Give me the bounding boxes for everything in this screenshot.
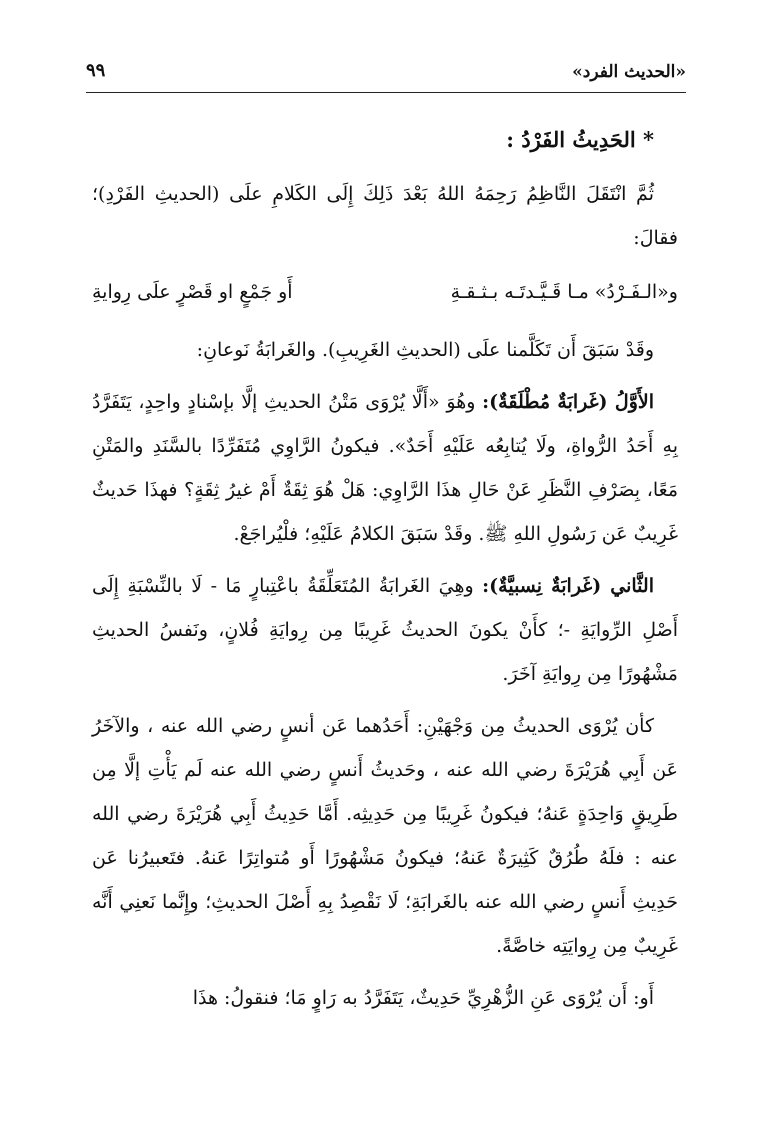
absolute-gharaba-text: وهُوَ «أَلَّا يُرْوَى مَتْنُ الحديثِ إلَّا بإسْنادٍ واحِدٍ، يَتَفَرَّدُ بِهِ أَحَدُ الرُّواةِ، ولَا يُتابِعُه عَلَيْهِ أَحَدٌ». فيكونُ الرَّاوِي مُتَفَرِّدًا بالسَّنَدِ والمَتْنِ مَعًا، بِصَرْفِ النَّظَرِ عَنْ حَالِ هذَا الرَّاوِي: هَلْ هُوَ ثِقَةٌ أَمْ غيرُ ثِقَةٍ؟ فهذَا حَديثٌ غَرِيبٌ عَن رَسُولِ اللهِ ﷺ. وقَدْ سَبَقَ الكلامُ عَلَيْهِ؛ فلْيُراجَعْ.	[92, 391, 678, 545]
poem-verse	[92, 270, 678, 314]
verse-second-hemistich: أَو جَمْعٍ او قَصْرٍ علَى رِوايةِ	[92, 281, 293, 303]
paragraph-relative-gharaba	[92, 564, 678, 696]
absolute-gharaba-label: الأَوَّلُ (غَرابَةٌ مُطْلَقَةٌ):	[482, 391, 654, 413]
running-title: «الحديث الفرد»	[572, 62, 686, 82]
relative-gharaba-text: وهِيَ الغَرابَةُ المُتَعَلِّقَةُ باعْتِبارٍ مَا - لَا بالنِّسْبَةِ إِلَى أَصْلِ الرِّوايَةِ -؛ كأَنْ يكونَ الحديثُ غَرِيبًا مِن رِوايَةِ فُلانٍ، ونَفسُ الحديثِ مَشْهُورًا مِن رِوايَةِ آخَرَ.	[92, 575, 678, 685]
paragraph-absolute-gharaba	[92, 380, 678, 556]
verse-first-hemistich: و«الـفَـرْدُ» مـا قَـيَّـدتَـه بـثـقـةِ	[450, 281, 678, 303]
section-heading: * الحَدِيثُ الفَرْدُ :	[506, 127, 654, 152]
paragraph-types: وقَدْ سَبَقَ أَن تَكَلَّمنا علَى (الحديثِ الغَرِيبِ). والغَرابَةُ نَوعانِ:	[196, 339, 654, 361]
relative-gharaba-label: الثَّاني (غَرابَةٌ نِسبيَّةٌ):	[482, 575, 654, 597]
page-body	[92, 118, 678, 1028]
paragraph-zuhri: أَو: أَن يُرْوَى عَنِ الزُّهْرِيِّ حَدِيثٌ، يَتَفَرَّدُ به رَاوٍ مَا؛ فنقولُ: هذَا	[192, 987, 654, 1009]
page-number: ٩٩	[86, 60, 106, 81]
paragraph-intro: ثُمَّ انْتَقَلَ النَّاظِمُ رَحِمَهُ اللهُ بَعْدَ ذَلِكَ إِلَى الكَلامِ علَى (الحديثِ الفَرْدِ)؛ فقالَ:	[92, 183, 678, 249]
page-header	[86, 56, 686, 93]
paragraph-example: كأن يُرْوَى الحديثُ مِن وَجْهَيْنِ: أَحَدُهما عَن أنسٍ رضي الله عنه ، والآخَرُ عَن أَبِي هُرَيْرَةَ رضي الله عنه ، وحَديثُ أَنسٍ رضي الله عنه لَم يَأْتِ إلَّا مِن طَرِيقٍ وَاحِدَةٍ عَنهُ؛ فيكونُ غَرِيبًا مِن حَدِيثِه. أَمَّا حَدِيثُ أَبِي هُرَيْرَةَ رضي الله عنه : فلَهُ طُرُقٌ كَثِيرَةٌ عَنهُ؛ فيكونُ مَشْهُورًا أَو مُتواتِرًا عَنهُ. فتَعبيرُنا عَن حَدِيثِ أَنسٍ رضي الله عنه بالغَرابَةِ؛ لَا نَقْصِدُ بِهِ أَصْلَ الحديثِ؛ وإِنَّما نَعنِي أَنَّه غَرِيبٌ مِن رِوايَتِه خاصَّةً.	[92, 715, 678, 957]
